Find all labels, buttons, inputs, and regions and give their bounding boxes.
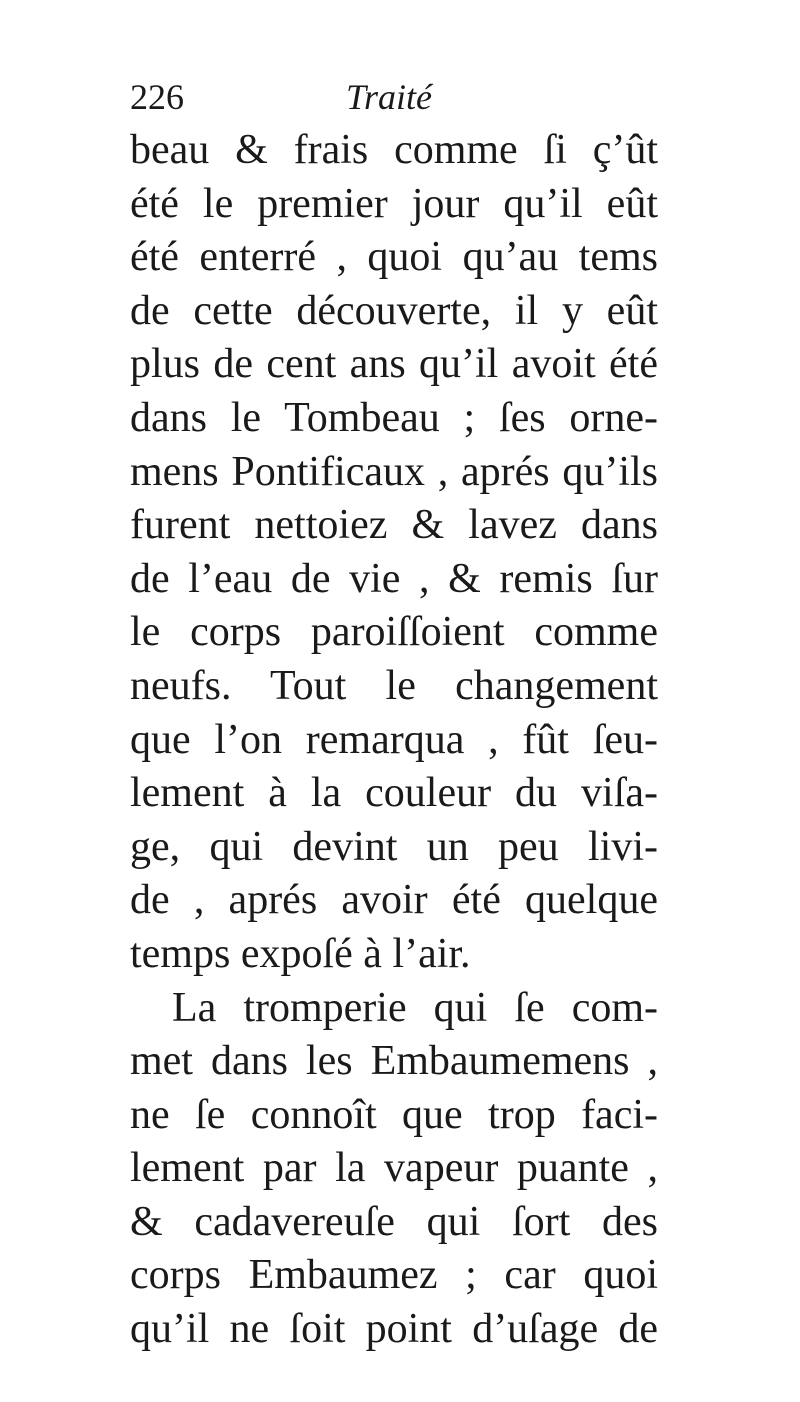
text-line: corps Embaumez ; car quoi	[130, 1252, 658, 1299]
text-line: que l’on remarqua , fût ſeu-	[130, 716, 658, 763]
text-line: lement à la couleur du viſa-	[130, 770, 658, 817]
body-text	[130, 124, 658, 1357]
text-line: ge, qui devint un peu livi-	[130, 823, 658, 870]
text-line: de cette découverte, il y eût	[130, 287, 658, 334]
text-line: de l’eau de vie , & remis ſur	[130, 555, 658, 602]
running-title: Traité	[346, 77, 433, 117]
text-line: La tromperie qui ſe com-	[172, 984, 658, 1031]
text-line: qu’il ne ſoit point d’uſage de	[130, 1306, 658, 1353]
text-line: lement par la vapeur puante ,	[130, 1145, 658, 1192]
running-head	[130, 70, 670, 124]
text-line: dans le Tombeau ; ſes orne-	[130, 394, 658, 441]
text-line: mens Pontificaux , aprés qu’ils	[130, 448, 658, 495]
text-line: beau & frais comme ſi ç’ût	[130, 127, 658, 173]
page-number: 226	[130, 77, 184, 117]
text-line: plus de cent ans qu’il avoit été	[130, 341, 658, 388]
text-line: & cadavereuſe qui ſort des	[130, 1198, 658, 1245]
text-line: été le premier jour qu’il eût	[130, 180, 658, 227]
text-line: été enterré , quoi qu’au tems	[130, 234, 658, 281]
text-line: furent nettoiez & lavez dans	[130, 502, 658, 549]
text-line: de , aprés avoir été quelque	[130, 877, 658, 924]
text-line: neufs. Tout le changement	[130, 662, 658, 709]
text-line: temps expoſé à l’air.	[130, 930, 471, 977]
text-line: le corps paroiſſoient comme	[130, 609, 658, 656]
text-line: ne ſe connoît que trop faci-	[130, 1091, 658, 1138]
text-line: met dans les Embaumemens ,	[130, 1038, 658, 1085]
